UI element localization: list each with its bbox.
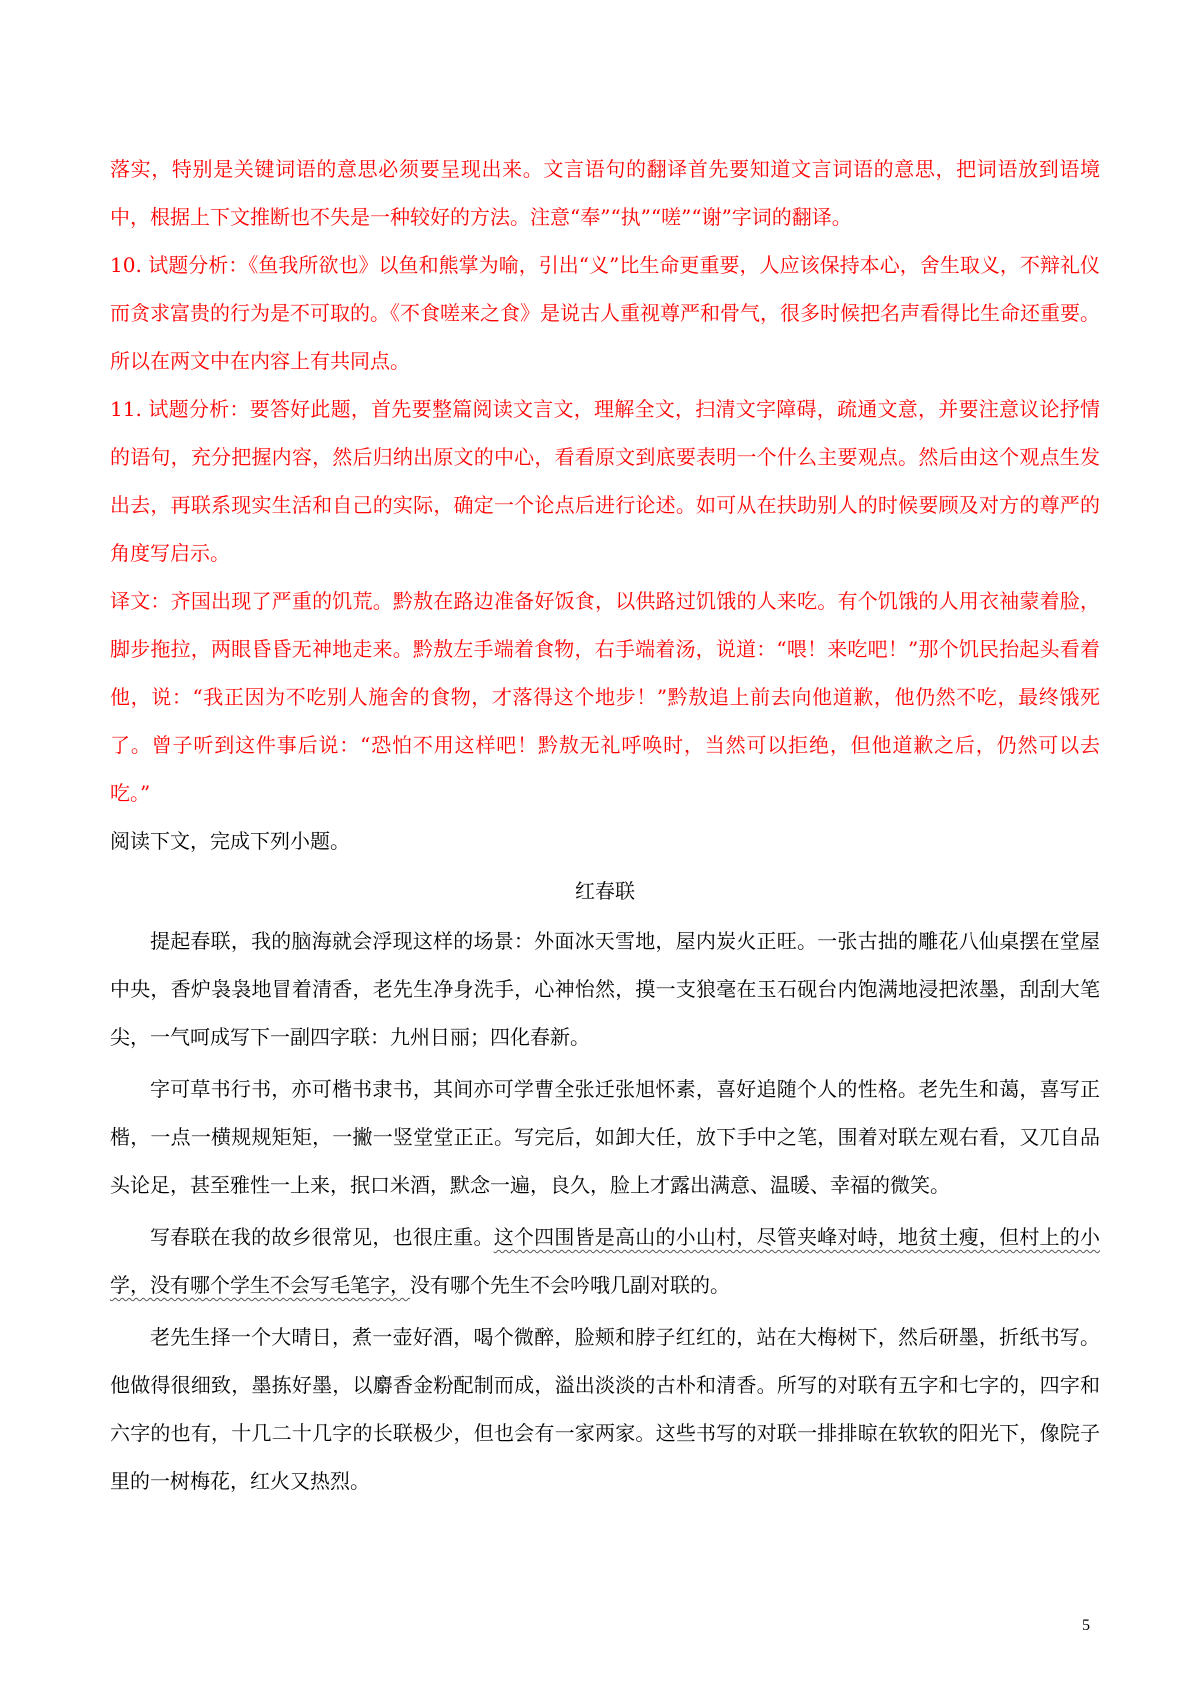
answer-paragraph-translation-note: 落实，特别是关键词语的意思必须要呈现出来。文言语句的翻译首先要知道文言词语的意思，把词语放到语境中，根据上下文推断也不失是一种较好的方法。注意“奉”“执”“嗟”“谢”字词的翻译。 [110,157,1100,229]
article-paragraph-4: 老先生择一个大晴日，煮一壶好酒，喝个微醉，脸颊和脖子红红的，站在大梅树下，然后研墨，折纸书写。他做得很细致，墨拣好墨，以麝香金粉配制而成，溢出淡淡的古朴和清香。所写的对联有五字和七字的，四字和六字的也有，十几二十几字的长联极少，但也会有一家两家。这些书写的对联一排排晾在软软的阳光下，像院子里的一树梅花，红火又热烈。 [110,1325,1100,1493]
paragraph-3-tail: 没有哪个先生不会吟哦几副对联的。 [410,1273,730,1297]
reading-instruction: 阅读下文，完成下列小题。 [110,829,350,853]
paragraph-3-lead: 写春联在我的故乡很常见，也很庄重。 [150,1225,494,1249]
article-title: 红春联 [575,879,635,903]
page-content [110,145,1100,1505]
answer-question-11: 11. 试题分析：要答好此题，首先要整篇阅读文言文，理解全文，扫清文字障碍，疏通文意，并要注意议论抒情的语句，充分把握内容，然后归纳出原文的中心，看看原文到底要表明一个什么主要观点。然后由这个观点生发出去，再联系现实生活和自己的实际，确定一个论点后进行论述。如可从在扶助别人的时候要顾及对方的尊严的角度写启示。 [110,397,1100,565]
answer-question-10: 10. 试题分析：《鱼我所欲也》以鱼和熊掌为喻，引出“义”比生命更重要，人应该保持本心，舍生取义，不辩礼仪而贪求富贵的行为是不可取的。《不食嗟来之食》是说古人重视尊严和骨气，很多时候把名声看得比生命还重要。所以在两文中在内容上有共同点。 [110,253,1100,373]
article-paragraph-3 [110,1213,1100,1309]
answer-translation: 译文：齐国出现了严重的饥荒。黔敖在路边准备好饭食，以供路过饥饿的人来吃。有个饥饿的人用衣袖蒙着脸，脚步拖拉，两眼昏昏无神地走来。黔敖左手端着食物，右手端着汤，说道：“喂！来吃吧！”那个饥民抬起头看着他，说：“我正因为不吃别人施舍的食物，才落得这个地步！”黔敖追上前去向他道歉，他仍然不吃，最终饿死了。曾子听到这件事后说：“恐怕不用这样吧！黔敖无礼呼唤时，当然可以拒绝，但他道歉之后，仍然可以去吃。” [110,589,1100,805]
page-number: 5 [1082,1617,1090,1634]
article-paragraph-2: 字可草书行书，亦可楷书隶书，其间亦可学曹全张迁张旭怀素，喜好追随个人的性格。老先生和蔼，喜写正楷，一点一横规规矩矩，一撇一竖堂堂正正。写完后，如卸大任，放下手中之笔，围着对联左观右看，又兀自品头论足，甚至雅性一上来，抿口米酒，默念一遍，良久，脸上才露出满意、温暖、幸福的微笑。 [110,1077,1100,1197]
underlined-sentence: 这个四围皆是高山的小山村，尽管夹峰对峙，地贫土瘦，但村上的小学，没有哪个学生不会写毛笔字， [110,1225,1101,1297]
article-paragraph-1: 提起春联，我的脑海就会浮现这样的场景：外面冰天雪地，屋内炭火正旺。一张古拙的雕花八仙桌摆在堂屋中央，香炉袅袅地冒着清香，老先生净身洗手，心神怡然，摸一支狼毫在玉石砚台内饱满地浸把浓墨，刮刮大笔尖，一气呵成写下一副四字联：九州日丽；四化春新。 [110,929,1100,1049]
